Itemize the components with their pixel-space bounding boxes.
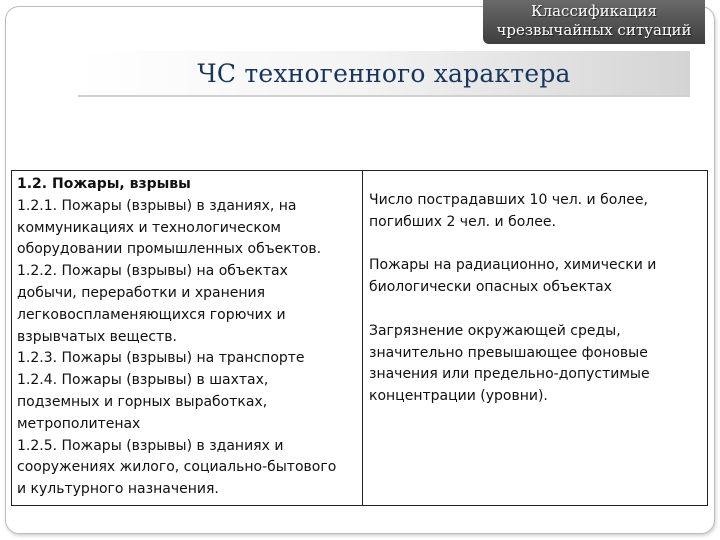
title-banner — [78, 51, 690, 97]
right-line: концентрации (уровни). — [369, 388, 548, 405]
left-line: взрывчатых веществ. — [17, 328, 177, 345]
left-line: легковоспламеняющихся горючих и — [17, 306, 286, 323]
left-line: 1.2.2. Пожары (взрывы) на объектах — [17, 263, 288, 280]
left-line: 1.2.1. Пожары (взрывы) в зданиях, на — [17, 197, 297, 214]
right-line: Загрязнение окружающей среды, — [369, 322, 621, 339]
left-line: и культурного назначения. — [17, 481, 219, 498]
badge-line-1: Классификация — [530, 2, 658, 20]
section-badge — [483, 0, 705, 44]
left-line: добычи, переработки и хранения — [17, 284, 266, 301]
slide-title: ЧС техногенного характера — [197, 58, 571, 88]
classification-table — [11, 170, 708, 506]
left-line: коммуникациях и технологическом — [17, 219, 281, 236]
right-line: значительно превышающее фоновые — [369, 344, 648, 361]
badge-line-2: чрезвычайных ситуаций — [496, 21, 692, 39]
left-line: подземных и горных выработках, — [17, 393, 268, 410]
left-column — [12, 171, 363, 505]
left-line: метрополитенах — [17, 415, 141, 432]
left-line: сооружениях жилого, социально-бытового — [17, 459, 337, 476]
left-heading: 1.2. Пожары, взрывы — [17, 176, 191, 192]
left-line: 1.2.5. Пожары (взрывы) в зданиях и — [17, 437, 284, 454]
left-line: оборудовании промышленных объектов. — [17, 241, 322, 258]
left-line: 1.2.3. Пожары (взрывы) на транспорте — [17, 350, 305, 367]
right-line: значения или предельно-допустимые — [369, 366, 650, 383]
right-column — [363, 171, 707, 505]
right-line: Пожары на радиационно, химически и — [369, 257, 657, 274]
right-line: погибших 2 чел. и более. — [369, 213, 556, 230]
right-line: биологически опасных объектах — [369, 279, 612, 296]
right-line: Число пострадавших 10 чел. и более, — [369, 192, 648, 208]
left-line: 1.2.4. Пожары (взрывы) в шахтах, — [17, 372, 269, 389]
